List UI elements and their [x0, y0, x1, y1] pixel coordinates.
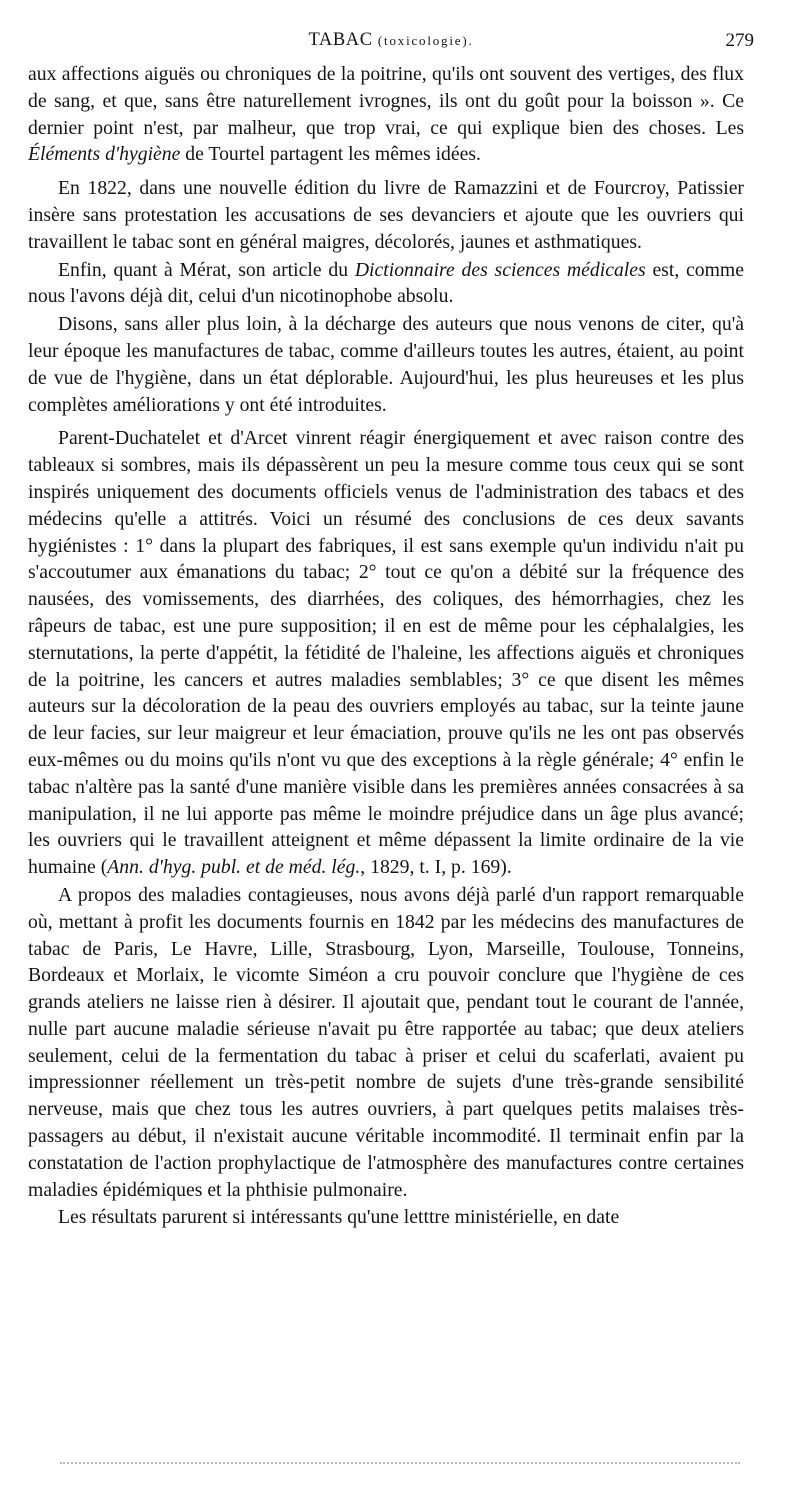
running-header — [28, 30, 754, 58]
paragraph-text-tail: de Tourtel partagent les mêmes idées. — [180, 143, 481, 166]
paragraph-6 — [28, 882, 744, 1204]
paragraph-text-tail: , 1829, t. I, p. 169). — [360, 856, 512, 879]
paragraph-text: Enfin, quant à Mérat, son article du — [58, 258, 355, 281]
paragraph-3 — [28, 257, 744, 311]
page-number: 279 — [725, 30, 754, 51]
citation-emphasis: Ann. d'hyg. publ. et de méd. lég. — [107, 856, 361, 879]
paragraph-text-tail: est, comme nous l'avons déjà dit, celui d'un nicotinophobe absolu. — [28, 258, 744, 308]
paragraph-5 — [28, 425, 744, 881]
paragraph-text: A propos des maladies contagieuses, nous avons déjà parlé d'un rapport remarquable où, mettant à profit les documents fournis en 1842 par les médecins des manufactures de tabac de Paris, Le Havre, Lille, Strasbourg, Lyon, Marseille, Toulouse, Tonneins, Bordeaux et Morlaix, le vicomte Siméon a cru pouvoir conclure que l'hygiène de ces grands ateliers ne laisse rien à désirer. Il ajoutait que, pendant tout le courant de l'année, nulle part aucune maladie sérieuse n'avait pu être rapportée au tabac; que deux ateliers seulement, celui de la fermentation du tabac à priser et celui du scaferlati, avaient pu impressionner réellement un très-petit nombre de sujets d'une très-grande sensibilité nerveuse, mais que chez tous les autres ouvriers, à part quelques petits malaises très-passagers au début, il n'existait aucune véritable incommodité. Il terminait enfin par la constatation de l'action prophylactique de l'atmosphère des manufactures contre certaines maladies épidémiques et la phthisie pulmonaire. — [28, 883, 744, 1201]
paragraph-2 — [28, 175, 744, 255]
paragraph-text: Les résultats parurent si intéressants qu'une letttre ministérielle, en date — [58, 1206, 620, 1229]
paragraph-text: aux affections aiguës ou chroniques de la poitrine, qu'ils ont souvent des vertiges, des flux de sang, et que, sans être naturellement ivrognes, ils ont du goût pour la boisson ». Ce dernier point n'est, par malheur, que trop vrai, ce qui explique bien des choses. Les — [28, 63, 744, 139]
book-title-emphasis: Éléments d'hygiène — [28, 143, 181, 166]
paragraph-1 — [28, 61, 744, 168]
running-title-subject: (toxicologie). — [377, 33, 474, 48]
body-text — [28, 61, 744, 1231]
paragraph-text: En 1822, dans une nouvelle édition du livre de Ramazzini et de Fourcroy, Patissier insère sans protestation les accusations de ses devanciers et ajoute que les ouvriers qui travaillent le tabac sont en général maigres, décolorés, jaunes et asthmatiques. — [28, 177, 744, 253]
running-title-main: TABAC — [308, 30, 373, 50]
running-title — [28, 30, 754, 51]
book-title-emphasis: Dictionnaire des sciences médicales — [354, 258, 646, 281]
paragraph-text: Parent-Duchatelet et d'Arcet vinrent réagir énergiquement et avec raison contre des tableaux si sombres, mais ils dépassèrent un peu la mesure comme tous ceux qui se sont inspirés uniquement des documents officiels venus de l'administration des tabacs et des médecins qu'elle a attitrés. Voici un résumé des conclusions de ces deux savants hygiénistes : 1° dans la plupart des fabriques, il est sans exemple qu'un individu n'ait pu s'accoutumer aux émanations du tabac; 2° tout ce qu'on a débité sur la fréquence des nausées, des vomissements, des diarrhées, des coliques, des hémorrhagies, chez les râpeurs de tabac, est une pure supposition; il en est de même pour les céphalalgies, les sternutations, la perte d'appétit, la fétidité de l'haleine, les affections aiguës et chroniques de la poitrine, les cancers et autres maladies semblables; 3° ce que disent les mêmes auteurs sur la décoloration de la peau des ouvriers employés au tabac, sur la teinte jaune de leur facies, sur leur maigreur et leur émaciation, prouve qu'ils ne les ont pas observés eux-mêmes ou du moins qu'ils n'ont vu que des exceptions à la règle générale; 4° enfin le tabac n'altère pas la santé d'une manière visible dans les premières années consacrées à sa manipulation, il ne lui apporte pas même le moindre préjudice dans un âge plus avancé; les ouvriers qui le travaillent atteignent et même dépassent la limite ordinaire de la vie humaine ( — [28, 427, 744, 879]
bleed-through-rule — [60, 1462, 740, 1464]
paragraph-text: Disons, sans aller plus loin, à la décharge des auteurs que nous venons de citer, qu'à leur époque les manufactures de tabac, comme d'ailleurs toutes les autres, étaient, au point de vue de l'hygiène, dans un état déplorable. Aujourd'hui, les plus heureuses et les plus complètes améliorations y ont été introduites. — [28, 313, 744, 416]
paragraph-4 — [28, 311, 744, 418]
paragraph-7 — [28, 1204, 744, 1231]
